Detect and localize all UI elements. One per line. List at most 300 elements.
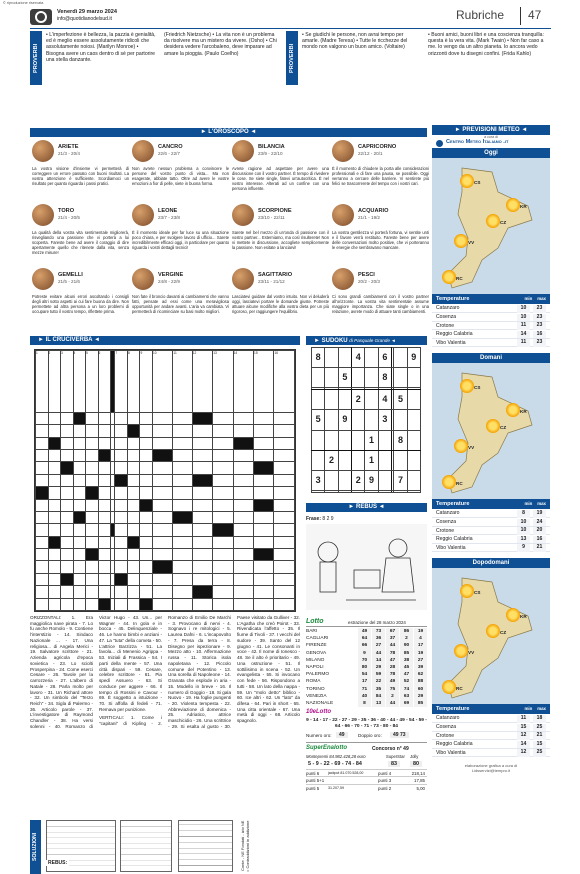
sudoku-cell[interactable]: 7 — [394, 471, 407, 491]
crossword-cell[interactable] — [233, 598, 253, 610]
sudoku-cell[interactable] — [394, 491, 407, 493]
crossword-cell[interactable] — [192, 462, 212, 474]
sudoku-cell[interactable] — [325, 368, 338, 388]
crossword-cell[interactable] — [86, 586, 99, 598]
crossword-cell[interactable] — [274, 437, 295, 449]
crossword-cell[interactable] — [274, 573, 295, 585]
sudoku-cell[interactable] — [378, 471, 391, 491]
sudoku-cell[interactable] — [378, 450, 391, 470]
sudoku-cell[interactable]: 3 — [312, 471, 325, 491]
crossword-cell[interactable] — [213, 462, 233, 474]
crossword-cell[interactable] — [36, 536, 49, 548]
crossword-cell[interactable] — [115, 499, 128, 511]
crossword-cell[interactable] — [48, 412, 61, 424]
crossword-cell[interactable] — [274, 536, 295, 548]
crossword-cell[interactable] — [127, 450, 140, 462]
crossword-cell[interactable] — [152, 536, 172, 548]
crossword-cell[interactable] — [192, 561, 212, 573]
crossword-cell[interactable] — [213, 573, 233, 585]
crossword-cell[interactable] — [274, 598, 295, 610]
crossword-cell[interactable] — [36, 598, 49, 610]
crossword-cell[interactable] — [48, 561, 61, 573]
crossword-cell[interactable] — [274, 462, 295, 474]
crossword-cell[interactable] — [274, 524, 295, 536]
crossword-cell[interactable] — [192, 487, 212, 499]
crossword-cell[interactable] — [98, 549, 111, 561]
crossword-cell[interactable] — [213, 586, 233, 598]
crossword-cell[interactable] — [115, 462, 128, 474]
crossword-cell[interactable]: 5 — [86, 351, 99, 413]
crossword-cell[interactable] — [48, 598, 61, 610]
sudoku-cell[interactable]: 1 — [365, 450, 378, 470]
crossword-cell[interactable] — [98, 511, 111, 523]
crossword-cell[interactable] — [213, 536, 233, 548]
crossword-cell[interactable] — [98, 474, 111, 486]
crossword-cell[interactable]: 9 — [140, 351, 153, 413]
crossword-cell[interactable] — [98, 437, 111, 449]
crossword-cell[interactable] — [152, 499, 172, 511]
crossword-cell[interactable] — [233, 425, 253, 437]
crossword-cell[interactable] — [98, 412, 111, 424]
sudoku-cell[interactable] — [407, 390, 420, 410]
sudoku-cell[interactable] — [365, 410, 378, 430]
crossword-cell[interactable] — [36, 462, 49, 474]
crossword-cell[interactable] — [233, 487, 253, 499]
sudoku-cell[interactable] — [338, 450, 351, 470]
crossword-cell[interactable] — [140, 524, 153, 536]
crossword-cell[interactable] — [152, 573, 172, 585]
sudoku-cell[interactable] — [312, 430, 325, 450]
crossword-cell[interactable] — [152, 598, 172, 610]
crossword-cell[interactable] — [233, 524, 253, 536]
crossword-cell[interactable] — [115, 412, 128, 424]
crossword-cell[interactable] — [152, 511, 172, 523]
sudoku-cell[interactable]: 5 — [338, 368, 351, 388]
sudoku-cell[interactable]: 2 — [352, 390, 365, 410]
crossword-cell[interactable] — [140, 437, 153, 449]
crossword-cell[interactable] — [192, 573, 212, 585]
crossword-cell[interactable] — [61, 412, 74, 424]
sudoku-cell[interactable] — [312, 368, 325, 388]
crossword-cell[interactable] — [61, 437, 74, 449]
crossword-cell[interactable] — [173, 474, 192, 486]
crossword-cell[interactable] — [254, 474, 274, 486]
crossword-cell[interactable] — [48, 474, 61, 486]
crossword-cell[interactable]: 12 — [192, 351, 212, 413]
sudoku-cell[interactable]: 8 — [378, 368, 391, 388]
sudoku-cell[interactable]: 4 — [378, 390, 391, 410]
crossword-cell[interactable]: 15 — [254, 351, 274, 413]
crossword-cell[interactable] — [127, 586, 140, 598]
crossword-cell[interactable] — [274, 474, 295, 486]
crossword-cell[interactable] — [213, 598, 233, 610]
crossword-cell[interactable] — [233, 462, 253, 474]
sudoku-cell[interactable] — [312, 491, 325, 493]
crossword-cell[interactable] — [127, 524, 140, 536]
crossword-cell[interactable] — [73, 561, 86, 573]
sudoku-cell[interactable] — [407, 410, 420, 430]
sudoku-cell[interactable]: 9 — [407, 348, 420, 368]
crossword-cell[interactable] — [115, 425, 128, 437]
sudoku-cell[interactable] — [325, 348, 338, 368]
crossword-cell[interactable] — [254, 598, 274, 610]
crossword-cell[interactable] — [36, 549, 49, 561]
crossword-cell[interactable] — [73, 549, 86, 561]
sudoku-cell[interactable]: 9 — [338, 410, 351, 430]
sudoku-cell[interactable] — [407, 430, 420, 450]
crossword-cell[interactable] — [127, 499, 140, 511]
crossword-cell[interactable] — [127, 462, 140, 474]
crossword-cell[interactable] — [274, 450, 295, 462]
crossword-cell[interactable] — [173, 450, 192, 462]
crossword-cell[interactable] — [254, 511, 274, 523]
crossword-cell[interactable] — [254, 425, 274, 437]
sudoku-cell[interactable] — [365, 491, 378, 493]
crossword-cell[interactable] — [98, 586, 111, 598]
sudoku-cell[interactable]: 6 — [378, 348, 391, 368]
crossword-cell[interactable] — [61, 450, 74, 462]
crossword-cell[interactable]: 6 — [98, 351, 111, 413]
sudoku-cell[interactable] — [312, 450, 325, 470]
crossword-cell[interactable] — [61, 536, 74, 548]
crossword-cell[interactable] — [36, 586, 49, 598]
crossword-cell[interactable] — [152, 549, 172, 561]
crossword-cell[interactable] — [98, 499, 111, 511]
sudoku-cell[interactable]: 2 — [352, 471, 365, 491]
crossword-cell[interactable] — [173, 462, 192, 474]
crossword-cell[interactable] — [36, 524, 49, 536]
sudoku-cell[interactable]: 9 — [365, 471, 378, 491]
crossword-cell[interactable] — [98, 462, 111, 474]
crossword-cell[interactable] — [152, 474, 172, 486]
crossword-cell[interactable]: 3 — [61, 351, 74, 413]
crossword-cell[interactable] — [173, 561, 192, 573]
crossword-cell[interactable] — [115, 536, 128, 548]
crossword-cell[interactable] — [48, 573, 61, 585]
sudoku-cell[interactable] — [394, 368, 407, 388]
crossword-cell[interactable] — [36, 561, 49, 573]
crossword-cell[interactable] — [86, 474, 99, 486]
crossword-cell[interactable] — [61, 499, 74, 511]
crossword-cell[interactable] — [274, 561, 295, 573]
crossword-cell[interactable] — [48, 425, 61, 437]
crossword-cell[interactable] — [73, 425, 86, 437]
crossword-cell[interactable] — [152, 437, 172, 449]
crossword-cell[interactable] — [36, 425, 49, 437]
crossword-cell[interactable] — [233, 450, 253, 462]
crossword-cell[interactable] — [274, 549, 295, 561]
crossword-cell[interactable] — [254, 450, 274, 462]
crossword-cell[interactable] — [233, 536, 253, 548]
crossword-cell[interactable] — [36, 437, 49, 449]
sudoku-cell[interactable]: 8 — [312, 348, 325, 368]
sudoku-cell[interactable] — [338, 348, 351, 368]
crossword-cell[interactable] — [192, 450, 212, 462]
crossword-cell[interactable] — [48, 511, 61, 523]
crossword-cell[interactable]: 16 — [274, 351, 295, 413]
sudoku-cell[interactable]: 2 — [325, 450, 338, 470]
crossword-cell[interactable] — [127, 573, 140, 585]
crossword-cell[interactable] — [152, 425, 172, 437]
crossword-cell[interactable] — [98, 561, 111, 573]
crossword-cell[interactable] — [115, 450, 128, 462]
crossword-cell[interactable] — [213, 561, 233, 573]
crossword-cell[interactable] — [86, 524, 99, 536]
crossword-cell[interactable] — [173, 598, 192, 610]
crossword-cell[interactable] — [254, 536, 274, 548]
crossword-cell[interactable]: 13 — [213, 351, 233, 413]
crossword-cell[interactable] — [140, 487, 153, 499]
crossword-cell[interactable] — [98, 524, 111, 536]
crossword-cell[interactable] — [61, 474, 74, 486]
crossword-cell[interactable] — [152, 412, 172, 424]
crossword-cell[interactable] — [86, 412, 99, 424]
crossword-cell[interactable] — [127, 549, 140, 561]
crossword-cell[interactable] — [115, 549, 128, 561]
crossword-cell[interactable] — [192, 549, 212, 561]
crossword-cell[interactable] — [115, 598, 128, 610]
crossword-cell[interactable] — [73, 536, 86, 548]
sudoku-cell[interactable] — [378, 491, 391, 493]
crossword-cell[interactable] — [274, 586, 295, 598]
sudoku-cell[interactable]: 4 — [352, 348, 365, 368]
sudoku-cell[interactable] — [325, 430, 338, 450]
crossword-cell[interactable]: 14 — [233, 351, 253, 413]
crossword-cell[interactable] — [192, 425, 212, 437]
crossword-cell[interactable] — [213, 487, 233, 499]
sudoku-cell[interactable] — [338, 491, 351, 493]
crossword-cell[interactable] — [173, 536, 192, 548]
crossword-cell[interactable] — [173, 437, 192, 449]
crossword-cell[interactable] — [254, 561, 274, 573]
crossword-cell[interactable] — [192, 499, 212, 511]
crossword-cell[interactable] — [115, 524, 128, 536]
sudoku-cell[interactable] — [352, 430, 365, 450]
sudoku-cell[interactable] — [407, 368, 420, 388]
crossword-cell[interactable] — [86, 425, 99, 437]
crossword-cell[interactable] — [115, 511, 128, 523]
crossword-cell[interactable] — [48, 499, 61, 511]
crossword-cell[interactable] — [213, 450, 233, 462]
crossword-cell[interactable] — [36, 573, 49, 585]
crossword-cell[interactable] — [115, 437, 128, 449]
crossword-cell[interactable] — [73, 474, 86, 486]
crossword-cell[interactable] — [213, 499, 233, 511]
sudoku-cell[interactable] — [325, 390, 338, 410]
crossword-cell[interactable] — [115, 487, 128, 499]
crossword-cell[interactable] — [192, 511, 212, 523]
crossword-cell[interactable] — [173, 586, 192, 598]
sudoku-cell[interactable] — [352, 450, 365, 470]
crossword-cell[interactable] — [233, 511, 253, 523]
sudoku-cell[interactable] — [325, 471, 338, 491]
crossword-cell[interactable] — [36, 499, 49, 511]
crossword-cell[interactable] — [152, 586, 172, 598]
crossword-cell[interactable] — [61, 425, 74, 437]
crossword-cell[interactable] — [274, 412, 295, 424]
crossword-cell[interactable] — [233, 412, 253, 424]
crossword-cell[interactable] — [152, 524, 172, 536]
sudoku-cell[interactable] — [407, 491, 420, 493]
sudoku-cell[interactable]: 5 — [312, 410, 325, 430]
crossword-cell[interactable]: 1 — [36, 351, 49, 413]
crossword-cell[interactable] — [140, 425, 153, 437]
sudoku-cell[interactable] — [338, 471, 351, 491]
crossword-cell[interactable] — [192, 536, 212, 548]
crossword-cell[interactable] — [48, 549, 61, 561]
crossword-cell[interactable] — [173, 412, 192, 424]
crossword-cell[interactable] — [36, 450, 49, 462]
crossword-cell[interactable] — [140, 462, 153, 474]
crossword-cell[interactable] — [173, 573, 192, 585]
crossword-cell[interactable] — [254, 437, 274, 449]
crossword-cell[interactable] — [140, 511, 153, 523]
crossword-cell[interactable] — [48, 487, 61, 499]
crossword-cell[interactable] — [140, 561, 153, 573]
crossword-cell[interactable] — [140, 412, 153, 424]
sudoku-cell[interactable] — [352, 410, 365, 430]
sudoku-cell[interactable] — [365, 368, 378, 388]
crossword-cell[interactable] — [86, 561, 99, 573]
sudoku-cell[interactable] — [352, 491, 365, 493]
crossword-cell[interactable] — [213, 549, 233, 561]
crossword-cell[interactable] — [274, 511, 295, 523]
crossword-cell[interactable] — [192, 437, 212, 449]
sudoku-cell[interactable] — [365, 348, 378, 368]
crossword-cell[interactable] — [213, 425, 233, 437]
crossword-cell[interactable] — [73, 462, 86, 474]
crossword-cell[interactable] — [86, 450, 99, 462]
crossword-cell[interactable] — [36, 511, 49, 523]
crossword-cell[interactable] — [86, 437, 99, 449]
crossword-cell[interactable] — [274, 487, 295, 499]
crossword-cell[interactable] — [254, 412, 274, 424]
sudoku-cell[interactable] — [312, 390, 325, 410]
crossword-cell[interactable] — [86, 573, 99, 585]
crossword-cell[interactable] — [127, 511, 140, 523]
crossword-cell[interactable] — [233, 561, 253, 573]
crossword-cell[interactable] — [173, 549, 192, 561]
sudoku-cell[interactable] — [378, 430, 391, 450]
sudoku-cell[interactable] — [407, 450, 420, 470]
crossword-cell[interactable] — [73, 499, 86, 511]
crossword-cell[interactable]: 8 — [127, 351, 140, 413]
crossword-grid[interactable] — [34, 349, 296, 612]
crossword-cell[interactable] — [36, 474, 49, 486]
crossword-cell[interactable] — [173, 487, 192, 499]
crossword-cell[interactable] — [86, 511, 99, 523]
sudoku-cell[interactable] — [394, 348, 407, 368]
crossword-cell[interactable] — [115, 561, 128, 573]
crossword-cell[interactable]: 11 — [173, 351, 192, 413]
crossword-cell[interactable] — [73, 450, 86, 462]
crossword-cell[interactable] — [140, 586, 153, 598]
crossword-cell[interactable] — [140, 573, 153, 585]
crossword-cell[interactable] — [86, 536, 99, 548]
crossword-cell[interactable]: 4 — [73, 351, 86, 413]
crossword-cell[interactable] — [213, 511, 233, 523]
crossword-cell[interactable] — [140, 549, 153, 561]
crossword-cell[interactable] — [152, 462, 172, 474]
crossword-cell[interactable] — [127, 474, 140, 486]
sudoku-cell[interactable] — [325, 491, 338, 493]
crossword-cell[interactable]: 10 — [152, 351, 172, 413]
crossword-cell[interactable] — [48, 524, 61, 536]
crossword-cell[interactable] — [140, 474, 153, 486]
crossword-cell[interactable] — [254, 524, 274, 536]
crossword-cell[interactable] — [254, 487, 274, 499]
sudoku-cell[interactable] — [338, 390, 351, 410]
crossword-cell[interactable] — [173, 524, 192, 536]
sudoku-cell[interactable]: 3 — [378, 410, 391, 430]
crossword-cell[interactable] — [73, 524, 86, 536]
crossword-cell[interactable] — [192, 598, 212, 610]
crossword-cell[interactable] — [140, 536, 153, 548]
crossword-cell[interactable] — [213, 437, 233, 449]
crossword-cell[interactable] — [254, 586, 274, 598]
crossword-cell[interactable] — [98, 487, 111, 499]
crossword-cell[interactable] — [86, 499, 99, 511]
sudoku-cell[interactable] — [325, 410, 338, 430]
crossword-cell[interactable] — [73, 573, 86, 585]
crossword-cell[interactable] — [48, 586, 61, 598]
crossword-cell[interactable] — [127, 437, 140, 449]
crossword-cell[interactable] — [73, 437, 86, 449]
crossword-cell[interactable] — [127, 412, 140, 424]
crossword-cell[interactable] — [61, 511, 74, 523]
sudoku-cell[interactable] — [338, 430, 351, 450]
crossword-cell[interactable] — [254, 573, 274, 585]
crossword-cell[interactable] — [274, 499, 295, 511]
crossword-cell[interactable] — [213, 474, 233, 486]
crossword-cell[interactable] — [86, 598, 99, 610]
crossword-cell[interactable] — [61, 487, 74, 499]
crossword-cell[interactable] — [73, 598, 86, 610]
crossword-cell[interactable] — [127, 598, 140, 610]
crossword-cell[interactable] — [48, 450, 61, 462]
sudoku-cell[interactable] — [394, 410, 407, 430]
crossword-cell[interactable] — [73, 586, 86, 598]
crossword-cell[interactable] — [73, 487, 86, 499]
crossword-cell[interactable] — [274, 425, 295, 437]
crossword-cell[interactable] — [98, 573, 111, 585]
crossword-cell[interactable] — [61, 586, 74, 598]
sudoku-cell[interactable] — [394, 450, 407, 470]
crossword-cell[interactable] — [61, 524, 74, 536]
crossword-cell[interactable] — [233, 474, 253, 486]
crossword-cell[interactable] — [233, 586, 253, 598]
crossword-cell[interactable] — [233, 573, 253, 585]
sudoku-cell[interactable] — [407, 471, 420, 491]
sudoku-cell[interactable] — [365, 390, 378, 410]
crossword-cell[interactable]: 7 — [115, 351, 128, 413]
crossword-cell[interactable] — [86, 462, 99, 474]
crossword-cell[interactable] — [233, 549, 253, 561]
sudoku-cell[interactable]: 5 — [394, 390, 407, 410]
sudoku-cell[interactable]: 8 — [394, 430, 407, 450]
crossword-cell[interactable] — [127, 487, 140, 499]
crossword-cell[interactable] — [152, 487, 172, 499]
crossword-cell[interactable] — [192, 524, 212, 536]
crossword-cell[interactable] — [61, 598, 74, 610]
crossword-cell[interactable] — [140, 450, 153, 462]
crossword-cell[interactable] — [48, 462, 61, 474]
crossword-cell[interactable] — [127, 561, 140, 573]
crossword-cell[interactable] — [173, 499, 192, 511]
crossword-cell[interactable] — [61, 549, 74, 561]
sudoku-cell[interactable] — [352, 368, 365, 388]
crossword-cell[interactable] — [233, 499, 253, 511]
